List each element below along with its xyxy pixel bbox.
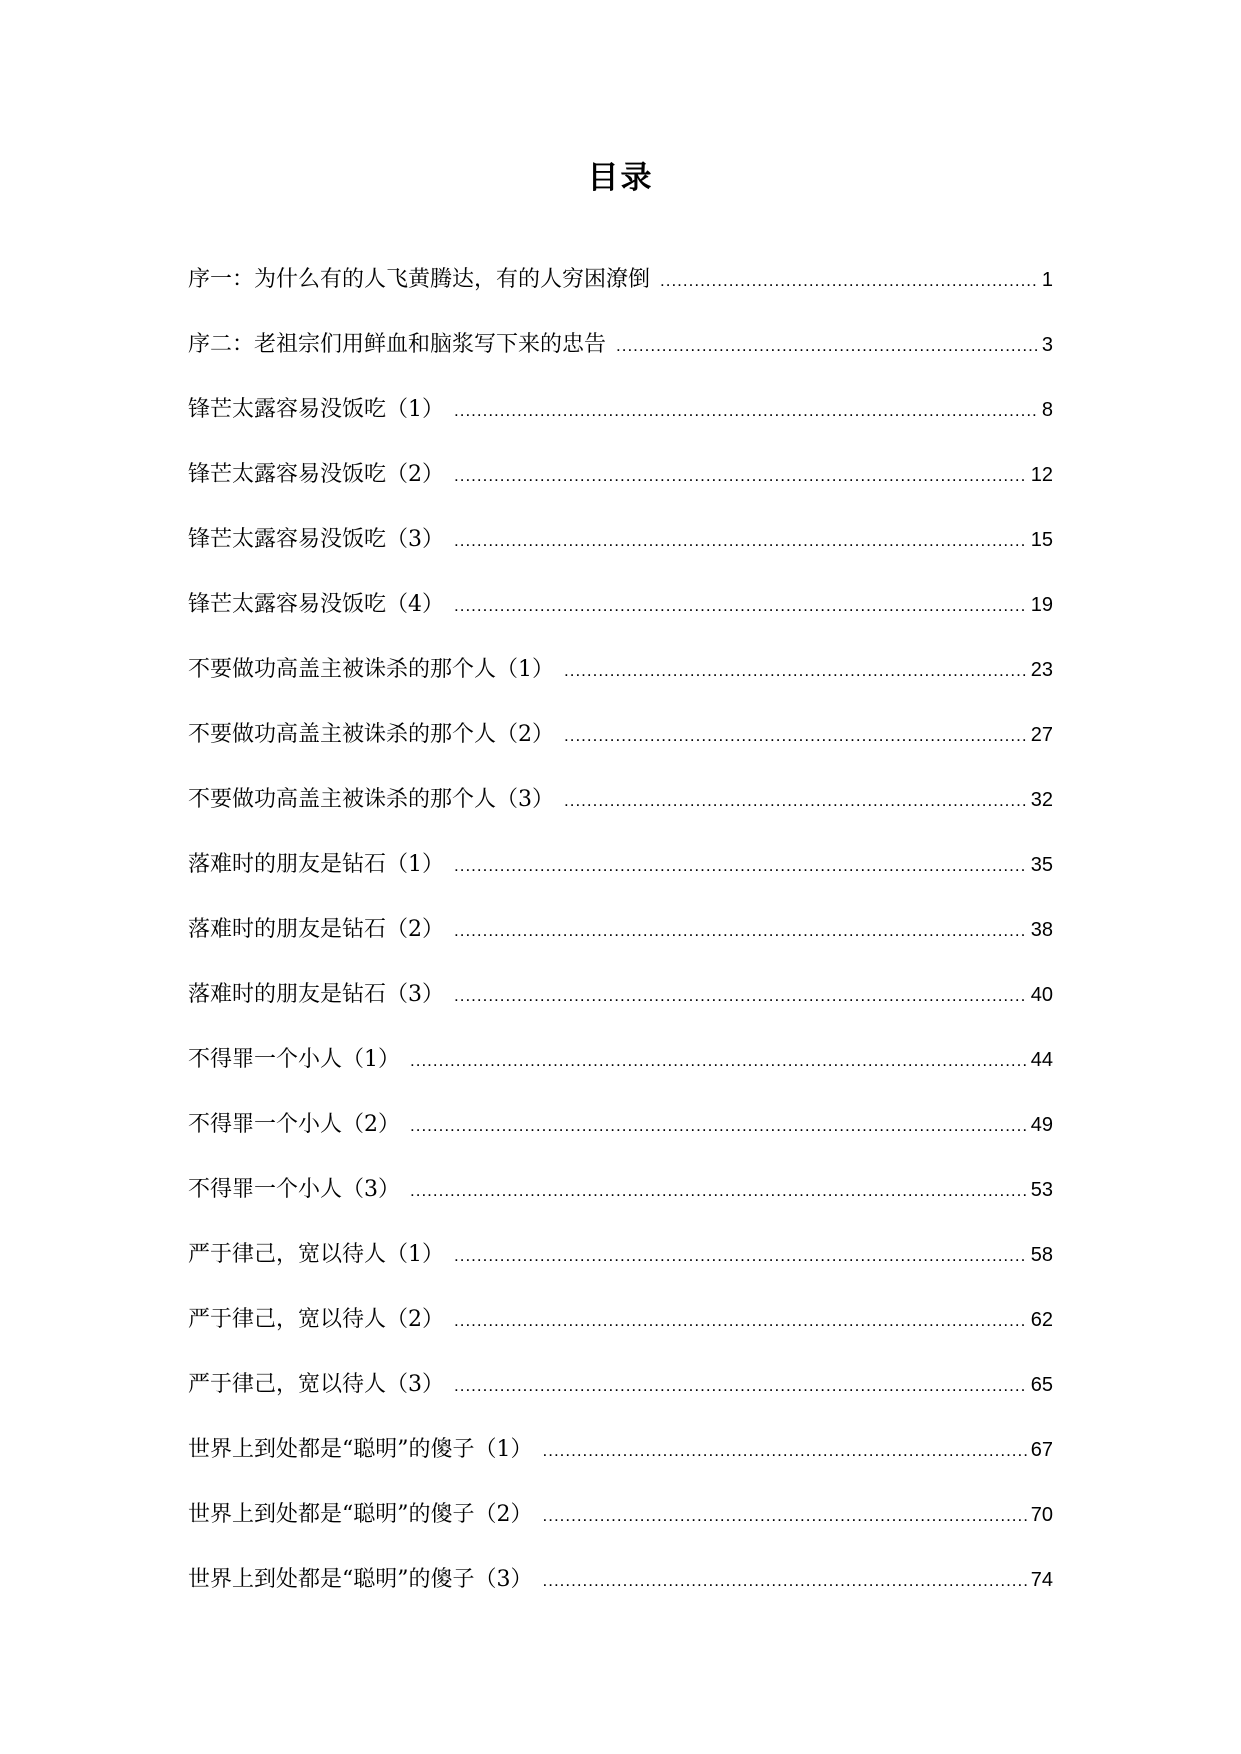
toc-page-number: 62: [1030, 1309, 1053, 1331]
toc-entry-title: 序一：为什么有的人飞黄腾达，有的人穷困潦倒: [188, 267, 651, 292]
toc-page-number: 8: [1041, 399, 1053, 421]
toc-dot-leader: [454, 917, 1027, 945]
toc-entry[interactable]: [188, 1140, 1053, 1205]
toc-entry-title: 不要做功高盖主被诛杀的那个人（1）: [188, 657, 554, 682]
toc-page-number: 35: [1030, 854, 1053, 876]
toc-page-number: 58: [1030, 1244, 1053, 1266]
toc-page-number: 19: [1030, 594, 1053, 616]
toc-page-number: 53: [1030, 1179, 1053, 1201]
toc-entry-title: 严于律己，宽以待人（1）: [188, 1242, 444, 1267]
toc-entry[interactable]: [188, 295, 1053, 360]
toc-entry-title: 锋芒太露容易没饭吃（2）: [188, 462, 444, 487]
toc-dot-leader: [564, 722, 1027, 750]
toc-entry[interactable]: [188, 1075, 1053, 1140]
toc-dot-leader: [543, 1502, 1027, 1530]
toc-page-number: 67: [1030, 1439, 1053, 1461]
toc-entry[interactable]: [188, 425, 1053, 490]
toc-entry-title: 锋芒太露容易没饭吃（4）: [188, 592, 444, 617]
toc-entry-title: 落难时的朋友是钻石（1）: [188, 852, 444, 877]
toc-dot-leader: [410, 1177, 1027, 1205]
toc-dot-leader: [454, 1372, 1027, 1400]
toc-dot-leader: [564, 657, 1027, 685]
toc-entry[interactable]: [188, 1270, 1053, 1335]
toc-entry-title: 落难时的朋友是钻石（2）: [188, 917, 444, 942]
toc-entry-title: 世界上到处都是“聪明”的傻子（3）: [188, 1567, 533, 1592]
toc-entry-title: 锋芒太露容易没饭吃（3）: [188, 527, 444, 552]
toc-entry-title: 不得罪一个小人（3）: [188, 1177, 400, 1202]
toc-entry-title: 锋芒太露容易没饭吃（1）: [188, 397, 444, 422]
toc-entry-title: 世界上到处都是“聪明”的傻子（1）: [188, 1437, 533, 1462]
toc-dot-leader: [660, 267, 1038, 295]
toc-page-number: 27: [1030, 724, 1053, 746]
toc-page-number: 3: [1041, 334, 1053, 356]
toc-page-number: 12: [1030, 464, 1053, 486]
toc-entry[interactable]: [188, 620, 1053, 685]
toc-title: 目录: [587, 160, 654, 196]
toc-entry[interactable]: [188, 555, 1053, 620]
toc-dot-leader: [454, 852, 1027, 880]
toc-entry-title: 落难时的朋友是钻石（3）: [188, 982, 444, 1007]
toc-dot-leader: [543, 1567, 1027, 1595]
toc-dot-leader: [410, 1047, 1027, 1075]
toc-entry[interactable]: [188, 880, 1053, 945]
toc-dot-leader: [454, 527, 1027, 555]
toc-page-number: 1: [1041, 269, 1053, 291]
toc-page-number: 49: [1030, 1114, 1053, 1136]
toc-page-number: 15: [1030, 529, 1053, 551]
toc-entry[interactable]: [188, 1205, 1053, 1270]
toc-entry[interactable]: [188, 685, 1053, 750]
toc-dot-leader: [543, 1437, 1027, 1465]
toc-page-number: 40: [1030, 984, 1053, 1006]
toc-dot-leader: [454, 982, 1027, 1010]
toc-dot-leader: [564, 787, 1027, 815]
toc-entry[interactable]: [188, 1335, 1053, 1400]
toc-entry[interactable]: [188, 1465, 1053, 1530]
toc-entry[interactable]: [188, 815, 1053, 880]
toc-entry[interactable]: [188, 1010, 1053, 1075]
toc-page-number: 65: [1030, 1374, 1053, 1396]
toc-entry[interactable]: [188, 360, 1053, 425]
toc-entry-title: 不得罪一个小人（1）: [188, 1047, 400, 1072]
toc-page-number: 70: [1030, 1504, 1053, 1526]
toc-entry-title: 序二：老祖宗们用鲜血和脑浆写下来的忠告: [188, 332, 607, 357]
toc-page-number: 32: [1030, 789, 1053, 811]
toc-page-number: 44: [1030, 1049, 1053, 1071]
toc-dot-leader: [454, 592, 1027, 620]
toc-page-number: 74: [1030, 1569, 1053, 1591]
toc-entry[interactable]: [188, 750, 1053, 815]
toc-entry-title: 严于律己，宽以待人（2）: [188, 1307, 444, 1332]
toc-dot-leader: [454, 397, 1038, 425]
toc-entry[interactable]: [188, 945, 1053, 1010]
toc-dot-leader: [616, 332, 1038, 360]
toc-dot-leader: [454, 1242, 1027, 1270]
toc-entry[interactable]: [188, 1530, 1053, 1595]
toc-page-number: 38: [1030, 919, 1053, 941]
toc-list: [188, 230, 1053, 1595]
toc-entry[interactable]: [188, 490, 1053, 555]
toc-entry[interactable]: [188, 230, 1053, 295]
toc-entry-title: 世界上到处都是“聪明”的傻子（2）: [188, 1502, 533, 1527]
toc-entry-title: 不要做功高盖主被诛杀的那个人（3）: [188, 787, 554, 812]
toc-entry-title: 不得罪一个小人（2）: [188, 1112, 400, 1137]
toc-dot-leader: [410, 1112, 1027, 1140]
toc-entry-title: 不要做功高盖主被诛杀的那个人（2）: [188, 722, 554, 747]
toc-dot-leader: [454, 462, 1027, 490]
toc-entry[interactable]: [188, 1400, 1053, 1465]
toc-entry-title: 严于律己，宽以待人（3）: [188, 1372, 444, 1397]
toc-dot-leader: [454, 1307, 1027, 1335]
toc-page-number: 23: [1030, 659, 1053, 681]
